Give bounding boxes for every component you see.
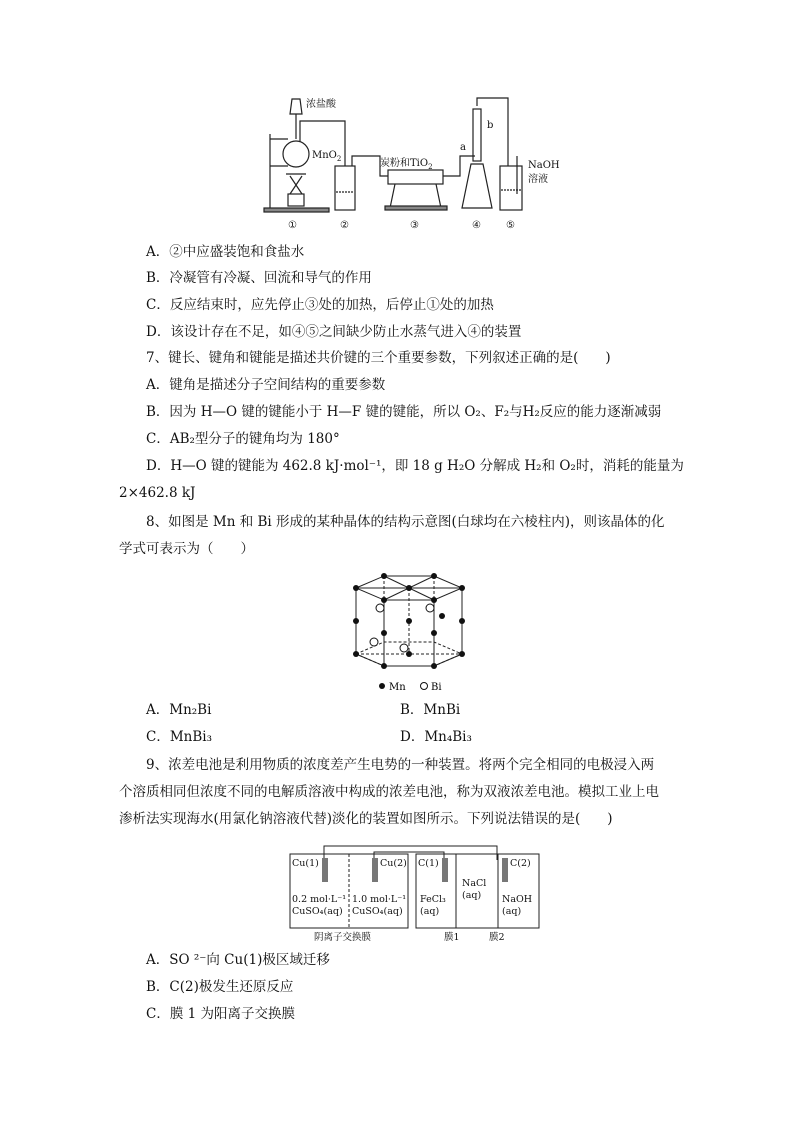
cell-figure <box>284 838 544 944</box>
nacl-label: NaCl <box>462 878 487 889</box>
c1-label: C(1) <box>418 858 439 869</box>
cu2-label: Cu(2) <box>380 858 407 869</box>
nacl-aq: (aq) <box>462 890 482 901</box>
q6-option-d: D．该设计存在不足，如④⑤之间缺少防止水蒸气进入④的装置 <box>146 324 522 340</box>
q7-option-b: B．因为 H—O 键的键能小于 H—F 键的键能，所以 O₂、F₂与H₂反应的能力逐渐减弱 <box>146 404 662 420</box>
naoh-label: NaOH <box>528 160 560 171</box>
naoh-label-cell: NaOH <box>502 894 533 905</box>
legend-mn: Mn <box>389 682 406 693</box>
q7-option-d-cont: 2×462.8 kJ <box>119 485 196 501</box>
q9-option-b: B．C(2)极发生还原反应 <box>146 979 294 995</box>
naoh-aq: (aq) <box>502 906 522 917</box>
q9-option-a: A．SO ²⁻向 Cu(1)极区域迁移 <box>146 952 330 968</box>
q6-option-b: B．冷凝管有冷凝、回流和导气的作用 <box>146 270 372 286</box>
q6-option-a: A．②中应盛装饱和食盐水 <box>146 244 305 260</box>
label-3: ③ <box>410 220 419 231</box>
solution1-conc: 0.2 mol·L⁻¹ <box>292 894 347 905</box>
q9-option-c: C．膜 1 为阳离子交换膜 <box>146 1006 296 1022</box>
fecl3-aq: (aq) <box>420 906 440 917</box>
q8-option-d: D．Mn₄Bi₃ <box>400 729 472 745</box>
label-1: ① <box>288 220 297 231</box>
q7-option-c: C．AB₂型分子的键角均为 180° <box>146 431 340 447</box>
anion-membrane-label: 阴离子交换膜 <box>314 932 372 943</box>
q7-option-d: D．H—O 键的键能为 462.8 kJ·mol⁻¹，即 18 g H₂O 分解成 H₂和 O₂时，消耗的能量为 <box>146 458 684 474</box>
solution-label: 溶液 <box>528 174 548 185</box>
label-2: ② <box>340 220 349 231</box>
q8-option-c: C．MnBi₃ <box>146 729 212 745</box>
q7-stem: 7、键长、键角和键能是描述共价键的三个重要参数，下列叙述正确的是( ) <box>146 350 611 366</box>
acid-label: 浓盐酸 <box>306 99 336 110</box>
q7-option-a: A．键角是描述分子空间结构的重要参数 <box>146 377 386 393</box>
label-a: a <box>460 142 466 153</box>
membrane1-label: 膜1 <box>444 932 460 943</box>
q8-option-b: B．MnBi <box>400 702 461 718</box>
q9-stem-2: 个溶质相同但浓度不同的电解质溶液中构成的浓差电池，称为双液浓差电池。模拟工业上电 <box>119 784 659 800</box>
solution2-name: CuSO₄(aq) <box>352 906 403 917</box>
reactor-label: 炭粉和TiO$_2$ <box>380 158 433 171</box>
fecl3-label: FeCl₃ <box>420 894 446 905</box>
solution2-conc: 1.0 mol·L⁻¹ <box>352 894 407 905</box>
cu1-label: Cu(1) <box>292 858 319 869</box>
q8-stem-1: 8、如图是 Mn 和 Bi 形成的某种晶体的结构示意图(白球均在六棱柱内)，则该晶体的化 <box>146 514 665 530</box>
q8-option-a: A．Mn₂Bi <box>146 702 212 718</box>
q9-stem-1: 9、浓差电池是利用物质的浓度差产生电势的一种装置。将两个完全相同的电极浸入两 <box>146 757 655 773</box>
label-4: ④ <box>472 220 481 231</box>
label-5: ⑤ <box>506 220 515 231</box>
q8-stem-2: 学式可表示为（ ） <box>119 541 254 557</box>
solution1-name: CuSO₄(aq) <box>292 906 343 917</box>
label-b: b <box>487 120 494 131</box>
crystal-figure <box>344 572 474 694</box>
membrane2-label: 膜2 <box>489 932 505 943</box>
q6-option-c: C．反应结束时，应先停止③处的加热，后停止①处的加热 <box>146 297 494 313</box>
legend-bi: Bi <box>431 682 442 693</box>
c2-label: C(2) <box>510 858 531 869</box>
apparatus-figure <box>260 94 560 234</box>
q9-stem-3: 渗析法实现海水(用氯化钠溶液代替)淡化的装置如图所示。下列说法错误的是( ) <box>119 811 613 827</box>
mno2-label: MnO$_2$ <box>312 150 342 163</box>
